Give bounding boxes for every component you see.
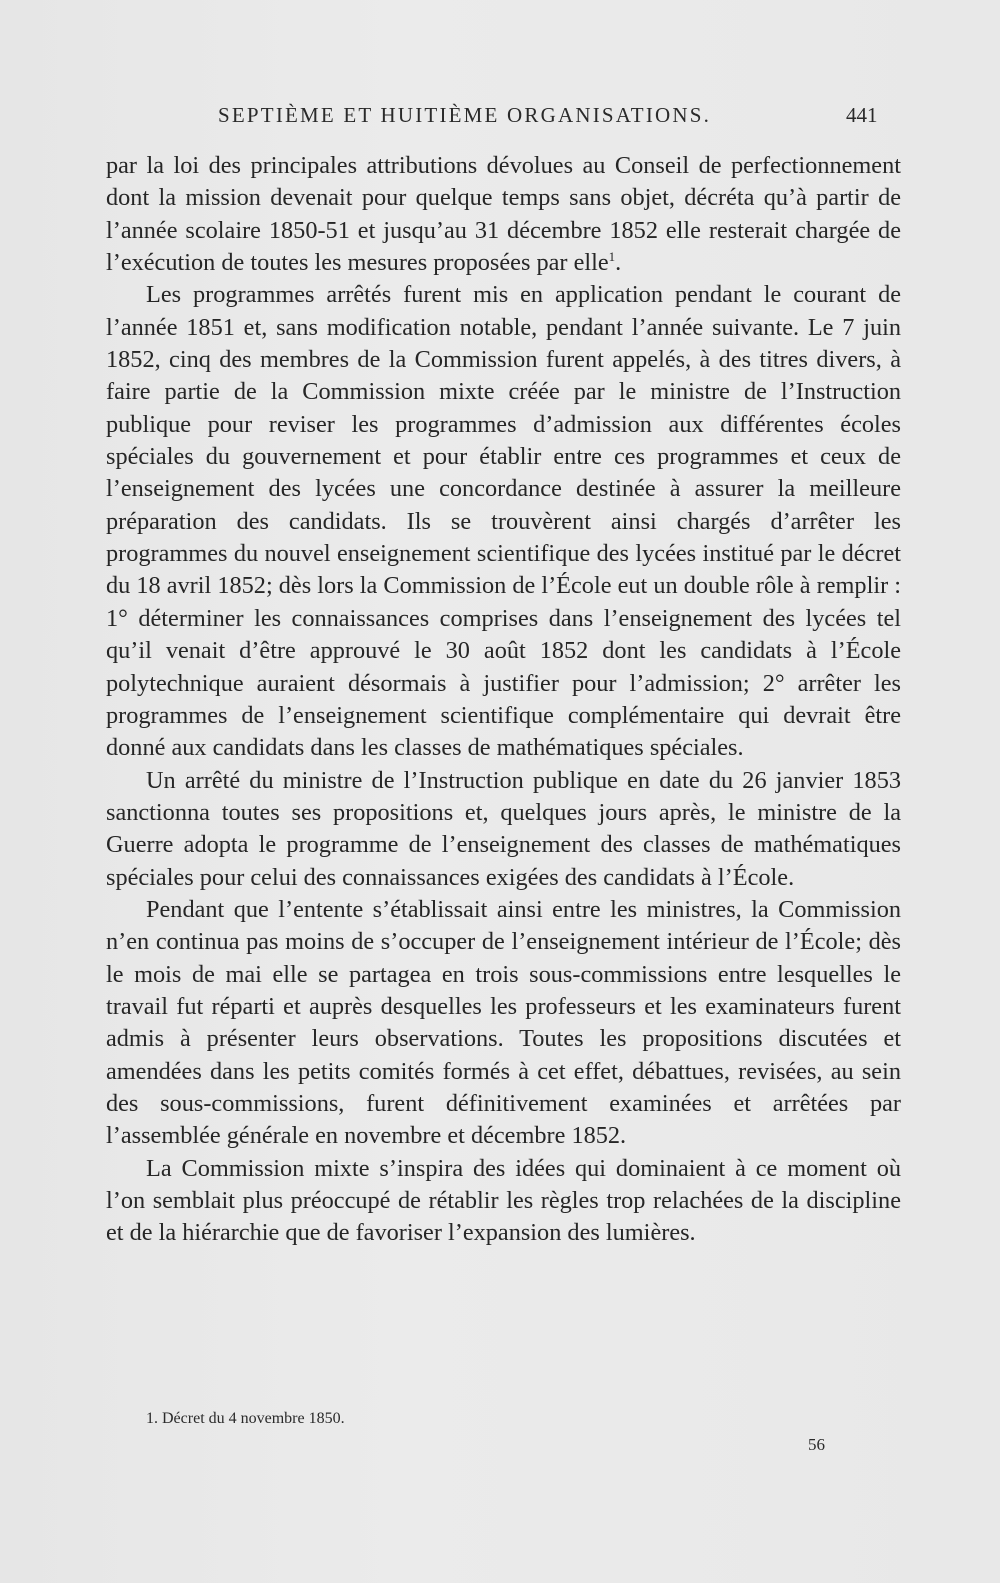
paragraph-4: Pendant que l’entente s’établissait ainsi entre les ministres, la Commission n’en continua pas moins de s’occuper de l’enseignement intérieur de l’École; dès le mois de mai elle se partagea en trois sous-commissions entre lesquelles le travail fut réparti et auprès desquelles les professeurs et les examinateurs furent admis à présenter leurs observations. Toutes les propositions discutées et amendées dans les petits comités formés à cet effet, débattues, revisées, au sein des sous-commissions, furent définitivement examinées et arrêtées par l’assemblée générale en novembre et décembre 1852. <box>106 895 901 1150</box>
main-text <box>106 150 901 1250</box>
footnote: 1. Décret du 4 novembre 1850. <box>146 1410 345 1427</box>
running-title: SEPTIÈME ET HUITIÈME ORGANISATIONS. <box>218 103 712 127</box>
footnote-reference: 1 <box>608 248 616 264</box>
paragraph-1: par la loi des principales attributions dévolues au Conseil de perfectionnement dont la mission devenait pour quelque temps sans objet, décréta qu’à partir de l’année scolaire 1850-51 et jusqu’au 31 décembre 1852 elle resterait chargée de l’exécution de toutes les mesures proposées par elle$^1$. <box>106 152 901 277</box>
signature-mark: 56 <box>808 1435 825 1454</box>
paragraph-1-text: par la loi des principales attributions dévolues au Conseil de perfectionnement dont la mission devenait pour quelque temps sans objet, décréta qu’à partir de l’année scolaire 1850-51 et jusqu’au 31 décembre 1852 elle resterait chargée de l’exécution de toutes les mesures proposées par elle <box>106 152 901 277</box>
paragraph-5: La Commission mixte s’inspira des idées qui dominaient à ce moment où l’on semblait plus préoccupé de rétablir les règles trop relachées de la discipline et de la hiérarchie que de favoriser l’expansion des lumières. <box>106 1154 901 1247</box>
paragraph-3: Un arrêté du ministre de l’Instruction publique en date du 26 janvier 1853 sanctionna toutes ses propositions et, quelques jours après, le ministre de la Guerre adopta le programme de l’enseignement des classes de mathématiques spéciales pour celui des connaissances exigées des candidats à l’École. <box>106 766 901 891</box>
paragraph-2: Les programmes arrêtés furent mis en application pendant le courant de l’année 1851 et, sans modification notable, pendant l’année suivante. Le 7 juin 1852, cinq des membres de la Commission furent appelés, à des titres divers, à faire partie de la Commission mixte créée par le ministre de l’Instruction publique pour reviser les programmes d’admission aux différentes écoles spéciales du gouvernement et pour établir entre ces programmes et ceux de l’enseignement des lycées une concordance destinée à assurer la meilleure préparation des candidats. Ils se trouvèrent ainsi chargés d’arrêter les programmes du nouvel enseignement scientifique des lycées institué par le décret du 18 avril 1852; dès lors la Commission de l’École eut un double rôle à remplir : 1° déterminer les connaissances comprises dans l’enseignement des lycées tel qu’il venait d’être approuvé le 30 août 1852 dont les candidats à l’École polytechnique auraient désormais à justifier pour l’admission; 2° arrêter les programmes de l’enseignement scientifique complémentaire qui devrait être donné aux candidats dans les classes de mathématiques spéciales. <box>106 281 901 762</box>
page-number: 441 <box>846 103 878 127</box>
